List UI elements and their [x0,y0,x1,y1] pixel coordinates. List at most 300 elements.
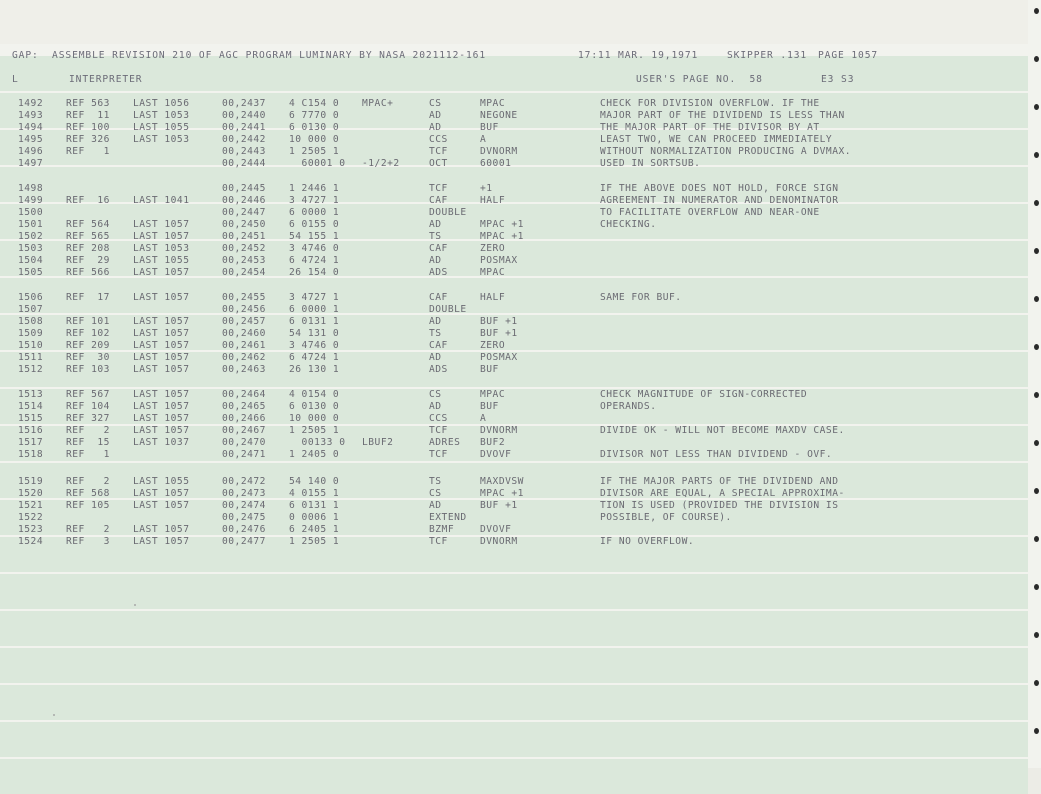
cell-addr: 00,2452 [222,243,266,254]
cell-ref: REF 100 [66,122,110,133]
listing-row [0,158,1028,170]
cell-comment: THE MAJOR PART OF THE DIVISOR BY AT [600,122,820,133]
cell-line: 1512 [18,364,44,375]
listing-row [0,449,1028,461]
cell-ref: REF 567 [66,389,110,400]
cell-operand: A [480,413,487,424]
cell-line: 1522 [18,512,44,523]
cell-addr: 00,2470 [222,437,266,448]
greenbar-stripe [0,759,1028,794]
cell-operand: BUF [480,401,499,412]
feed-hole [1034,584,1039,590]
cell-line: 1511 [18,352,44,363]
cell-op: TCF [429,183,448,194]
listing-row [0,512,1028,524]
cell-addr: 00,2441 [222,122,266,133]
listing-row [0,231,1028,243]
cell-op: AD [429,219,442,230]
cell-op: BZMF [429,524,455,535]
cell-line: 1493 [18,110,44,121]
cell-addr: 00,2450 [222,219,266,230]
cell-word: 1 2505 1 [289,146,340,157]
feed-hole [1034,728,1039,734]
memory-bank-code: E3 S3 [821,74,855,85]
cell-last: LAST 1057 [133,364,190,375]
cell-addr: 00,2447 [222,207,266,218]
cell-addr: 00,2473 [222,488,266,499]
feed-hole [1034,152,1039,158]
cell-word: 4 C154 0 [289,98,340,109]
cell-comment: DIVIDE OK - WILL NOT BECOME MAXDV CASE. [600,425,845,436]
cell-comment: USED IN SORTSUB. [600,158,701,169]
cell-operand: HALF [480,292,506,303]
cell-word: 54 140 0 [289,476,340,487]
cell-word: 26 130 1 [289,364,340,375]
cell-op: CAF [429,292,448,303]
cell-ref: REF 563 [66,98,110,109]
cell-operand: DVNORM [480,146,518,157]
cell-operand: A [480,134,487,145]
feed-hole [1034,56,1039,62]
cell-word: 60001 0 [289,158,346,169]
cell-line: 1510 [18,340,44,351]
cell-word: 6 0131 1 [289,316,340,327]
listing-row [0,488,1028,500]
listing-row [0,110,1028,122]
cell-op: TS [429,476,442,487]
cell-word: 6 0000 1 [289,304,340,315]
cell-line: 1497 [18,158,44,169]
listing-row [0,195,1028,207]
feed-hole [1034,632,1039,638]
cell-ref: REF 565 [66,231,110,242]
cell-comment: TO FACILITATE OVERFLOW AND NEAR-ONE [600,207,820,218]
greenbar-stripe [0,685,1028,720]
cell-ref: REF 104 [66,401,110,412]
cell-addr: 00,2446 [222,195,266,206]
cell-operand: MPAC +1 [480,488,524,499]
listing-row [0,267,1028,279]
listing-row [0,425,1028,437]
cell-last: LAST 1055 [133,476,190,487]
cell-last: LAST 1057 [133,316,190,327]
cell-addr: 00,2460 [222,328,266,339]
cell-word: 6 4724 1 [289,352,340,363]
cell-last: LAST 1057 [133,500,190,511]
cell-comment: IF THE ABOVE DOES NOT HOLD, FORCE SIGN [600,183,839,194]
cell-line: 1498 [18,183,44,194]
cell-word: 26 154 0 [289,267,340,278]
feed-hole [1034,104,1039,110]
cell-comment: DIVISOR NOT LESS THAN DIVIDEND - OVF. [600,449,833,460]
page-top-margin [0,0,1041,44]
cell-ref: REF 2 [66,524,110,535]
cell-line: 1494 [18,122,44,133]
cell-last: LAST 1055 [133,122,190,133]
cell-last: LAST 1053 [133,110,190,121]
cell-operand: BUF +1 [480,316,518,327]
cell-operand: MPAC +1 [480,219,524,230]
cell-line: 1492 [18,98,44,109]
cell-ref: REF 101 [66,316,110,327]
listing-row [0,146,1028,158]
cell-word: 6 0155 0 [289,219,340,230]
subheader-code: L [12,74,19,85]
greenbar-stripe [0,574,1028,609]
cell-word: 10 000 0 [289,413,340,424]
cell-operand: HALF [480,195,506,206]
cell-op: TS [429,328,442,339]
cell-word: 4 0154 0 [289,389,340,400]
cell-addr: 00,2463 [222,364,266,375]
feed-hole [1034,440,1039,446]
cell-operand: POSMAX [480,255,518,266]
cell-line: 1503 [18,243,44,254]
cell-comment: DIVISOR ARE EQUAL, A SPECIAL APPROXIMA- [600,488,845,499]
cell-last: LAST 1057 [133,401,190,412]
cell-comment: IF THE MAJOR PARTS OF THE DIVIDEND AND [600,476,839,487]
feed-hole [1034,8,1039,14]
cell-addr: 00,2465 [222,401,266,412]
cell-ref: REF 15 [66,437,110,448]
cell-ref: REF 564 [66,219,110,230]
cell-line: 1500 [18,207,44,218]
cell-line: 1523 [18,524,44,535]
section-name: INTERPRETER [69,74,143,85]
cell-op: CS [429,389,442,400]
cell-last: LAST 1057 [133,340,190,351]
cell-operand: MPAC [480,98,506,109]
cell-addr: 00,2456 [222,304,266,315]
cell-line: 1505 [18,267,44,278]
cell-word: 6 4724 1 [289,255,340,266]
listing-row [0,500,1028,512]
cell-comment: IF NO OVERFLOW. [600,536,695,547]
cell-last: LAST 1055 [133,255,190,266]
cell-comment: SAME FOR BUF. [600,292,682,303]
cell-operand: MPAC [480,389,506,400]
cell-comment: LEAST TWO, WE CAN PROCEED IMMEDIATELY [600,134,833,145]
cell-line: 1513 [18,389,44,400]
cell-line: 1516 [18,425,44,436]
cell-line: 1517 [18,437,44,448]
paper-speck [53,714,55,716]
cell-comment: WITHOUT NORMALIZATION PRODUCING A DVMAX. [600,146,852,157]
feed-hole [1034,536,1039,542]
cell-op: EXTEND [429,512,467,523]
feed-hole [1034,344,1039,350]
listing-row [0,536,1028,548]
cell-ref: REF 326 [66,134,110,145]
cell-word: 6 0130 0 [289,122,340,133]
cell-ref: REF 3 [66,536,110,547]
cell-op: DOUBLE [429,304,467,315]
cell-last: LAST 1037 [133,437,190,448]
cell-word: 1 2405 0 [289,449,340,460]
cell-op: AD [429,352,442,363]
cell-addr: 00,2455 [222,292,266,303]
cell-addr: 00,2477 [222,536,266,547]
listing-row [0,183,1028,195]
cell-op: TCF [429,536,448,547]
cell-op: CCS [429,134,448,145]
cell-ref: REF 16 [66,195,110,206]
cell-op: CAF [429,243,448,254]
cell-addr: 00,2467 [222,425,266,436]
cell-op: CAF [429,195,448,206]
cell-operand: BUF [480,364,499,375]
cell-comment: MAJOR PART OF THE DIVIDEND IS LESS THAN [600,110,845,121]
cell-ref: REF 1 [66,146,110,157]
cell-ref: REF 566 [66,267,110,278]
cell-word: 6 7770 0 [289,110,340,121]
listing-row [0,413,1028,425]
cell-addr: 00,2443 [222,146,266,157]
feed-hole [1034,488,1039,494]
tractor-feed-edge [1028,0,1041,768]
cell-ref: REF 568 [66,488,110,499]
cell-line: 1521 [18,500,44,511]
cell-word: 1 2505 1 [289,425,340,436]
greenbar-stripe [0,722,1028,757]
cell-line: 1524 [18,536,44,547]
cell-operand: DVNORM [480,536,518,547]
cell-line: 1506 [18,292,44,303]
cell-line: 1496 [18,146,44,157]
cell-addr: 00,2471 [222,449,266,460]
cell-operand: DVNORM [480,425,518,436]
cell-operand: BUF +1 [480,500,518,511]
cell-last: LAST 1057 [133,425,190,436]
cell-word: 4 0155 1 [289,488,340,499]
cell-addr: 00,2451 [222,231,266,242]
listing-row [0,243,1028,255]
listing-row [0,352,1028,364]
listing-row [0,304,1028,316]
cell-addr: 00,2445 [222,183,266,194]
listing-row [0,292,1028,304]
cell-addr: 00,2475 [222,512,266,523]
cell-word: 1 2505 1 [289,536,340,547]
cell-word: 3 4727 1 [289,195,340,206]
feed-hole [1034,296,1039,302]
cell-op: CCS [429,413,448,424]
cell-addr: 00,2461 [222,340,266,351]
cell-addr: 00,2462 [222,352,266,363]
cell-operand: DVOVF [480,449,512,460]
cell-addr: 00,2472 [222,476,266,487]
cell-word: 0 0006 1 [289,512,340,523]
listing-timestamp: 17:11 MAR. 19,1971 [578,50,699,61]
cell-operand: ZERO [480,340,506,351]
listing-row [0,98,1028,110]
cell-ref: REF 208 [66,243,110,254]
cell-operand: ZERO [480,243,506,254]
cell-addr: 00,2453 [222,255,266,266]
listing-row [0,389,1028,401]
cell-word: 54 155 1 [289,231,340,242]
cell-operand: POSMAX [480,352,518,363]
cell-op: AD [429,316,442,327]
listing-row [0,364,1028,376]
cell-op: AD [429,110,442,121]
cell-word: 6 2405 1 [289,524,340,535]
cell-op: CS [429,98,442,109]
cell-line: 1515 [18,413,44,424]
cell-op: OCT [429,158,448,169]
listing-row [0,219,1028,231]
cell-ref: REF 2 [66,476,110,487]
cell-comment: OPERANDS. [600,401,657,412]
listing-skipper: SKIPPER .131 [727,50,808,61]
cell-operand: MPAC +1 [480,231,524,242]
cell-last: LAST 1053 [133,134,190,145]
cell-operand: DVOVF [480,524,512,535]
cell-ref: REF 327 [66,413,110,424]
listing-row [0,134,1028,146]
cell-line: 1519 [18,476,44,487]
cell-operand: 60001 [480,158,512,169]
cell-op: TCF [429,449,448,460]
feed-hole [1034,200,1039,206]
cell-op: AD [429,401,442,412]
cell-operand: MAXDVSW [480,476,524,487]
cell-last: LAST 1053 [133,243,190,254]
listing-row [0,207,1028,219]
paper-speck [134,604,136,606]
cell-ref: REF 102 [66,328,110,339]
cell-word: 3 4746 0 [289,243,340,254]
users-page-number: USER'S PAGE NO. 58 [636,74,763,85]
cell-ref: REF 29 [66,255,110,266]
cell-last: LAST 1057 [133,389,190,400]
greenbar-stripe [0,611,1028,646]
cell-operand: MPAC [480,267,506,278]
cell-op: TS [429,231,442,242]
cell-comment: AGREEMENT IN NUMERATOR AND DENOMINATOR [600,195,839,206]
listing-row [0,316,1028,328]
cell-addr: 00,2474 [222,500,266,511]
cell-op: TCF [429,425,448,436]
greenbar-stripe [0,56,1028,91]
cell-addr: 00,2464 [222,389,266,400]
cell-line: 1518 [18,449,44,460]
cell-line: 1502 [18,231,44,242]
cell-ref: REF 17 [66,292,110,303]
cell-ref: REF 30 [66,352,110,363]
cell-operand: BUF [480,122,499,133]
greenbar-stripe [0,648,1028,683]
listing-row [0,524,1028,536]
cell-line: 1508 [18,316,44,327]
cell-comment: POSSIBLE, OF COURSE). [600,512,732,523]
cell-op: CAF [429,340,448,351]
cell-op: CS [429,488,442,499]
cell-ref: REF 2 [66,425,110,436]
cell-addr: 00,2454 [222,267,266,278]
cell-ref: REF 105 [66,500,110,511]
cell-addr: 00,2466 [222,413,266,424]
cell-last: LAST 1057 [133,524,190,535]
cell-operand: +1 [480,183,493,194]
feed-hole [1034,392,1039,398]
cell-op: ADS [429,267,448,278]
cell-op: ADS [429,364,448,375]
cell-addr: 00,2442 [222,134,266,145]
cell-comment: CHECKING. [600,219,657,230]
cell-addr: 00,2440 [222,110,266,121]
cell-line: 1501 [18,219,44,230]
cell-operand: BUF2 [480,437,506,448]
cell-ref: REF 103 [66,364,110,375]
cell-op: TCF [429,146,448,157]
cell-word: 6 0130 0 [289,401,340,412]
cell-comment: CHECK MAGNITUDE OF SIGN-CORRECTED [600,389,808,400]
cell-addr: 00,2476 [222,524,266,535]
cell-op: AD [429,122,442,133]
cell-word: 00133 0 [289,437,346,448]
cell-last: LAST 1056 [133,98,190,109]
cell-last: LAST 1057 [133,231,190,242]
cell-word: 6 0000 1 [289,207,340,218]
feed-hole [1034,680,1039,686]
cell-line: 1507 [18,304,44,315]
cell-addr: 00,2444 [222,158,266,169]
cell-word: 3 4746 0 [289,340,340,351]
cell-line: 1495 [18,134,44,145]
listing-row [0,340,1028,352]
cell-comment: TION IS USED (PROVIDED THE DIVISION IS [600,500,839,511]
cell-addr: 00,2457 [222,316,266,327]
cell-comment: CHECK FOR DIVISION OVERFLOW. IF THE [600,98,820,109]
listing-row [0,476,1028,488]
cell-line: 1520 [18,488,44,499]
cell-ref: REF 209 [66,340,110,351]
listing-row [0,437,1028,449]
cell-last: LAST 1057 [133,413,190,424]
cell-op: AD [429,500,442,511]
cell-word: 1 2446 1 [289,183,340,194]
cell-last: LAST 1057 [133,536,190,547]
cell-last: LAST 1057 [133,488,190,499]
cell-word: 3 4727 1 [289,292,340,303]
cell-operand: BUF +1 [480,328,518,339]
cell-ref: REF 1 [66,449,110,460]
cell-line: 1499 [18,195,44,206]
cell-addr: 00,2437 [222,98,266,109]
listing-row [0,401,1028,413]
listing-row [0,255,1028,267]
cell-word: 10 000 0 [289,134,340,145]
listing-title: GAP: ASSEMBLE REVISION 210 OF AGC PROGRAM LUMINARY BY NASA 2021112-161 [12,50,486,61]
listing-row [0,122,1028,134]
listing-page-number: PAGE 1057 [818,50,879,61]
feed-hole [1034,248,1039,254]
cell-last: LAST 1057 [133,328,190,339]
cell-word: 6 0131 1 [289,500,340,511]
cell-line: 1504 [18,255,44,266]
cell-label: LBUF2 [362,437,394,448]
cell-label: MPAC+ [362,98,394,109]
cell-last: LAST 1057 [133,267,190,278]
cell-label: -1/2+2 [362,158,400,169]
listing-row [0,328,1028,340]
cell-op: AD [429,255,442,266]
cell-last: LAST 1057 [133,352,190,363]
cell-ref: REF 11 [66,110,110,121]
cell-word: 54 131 0 [289,328,340,339]
cell-last: LAST 1057 [133,219,190,230]
